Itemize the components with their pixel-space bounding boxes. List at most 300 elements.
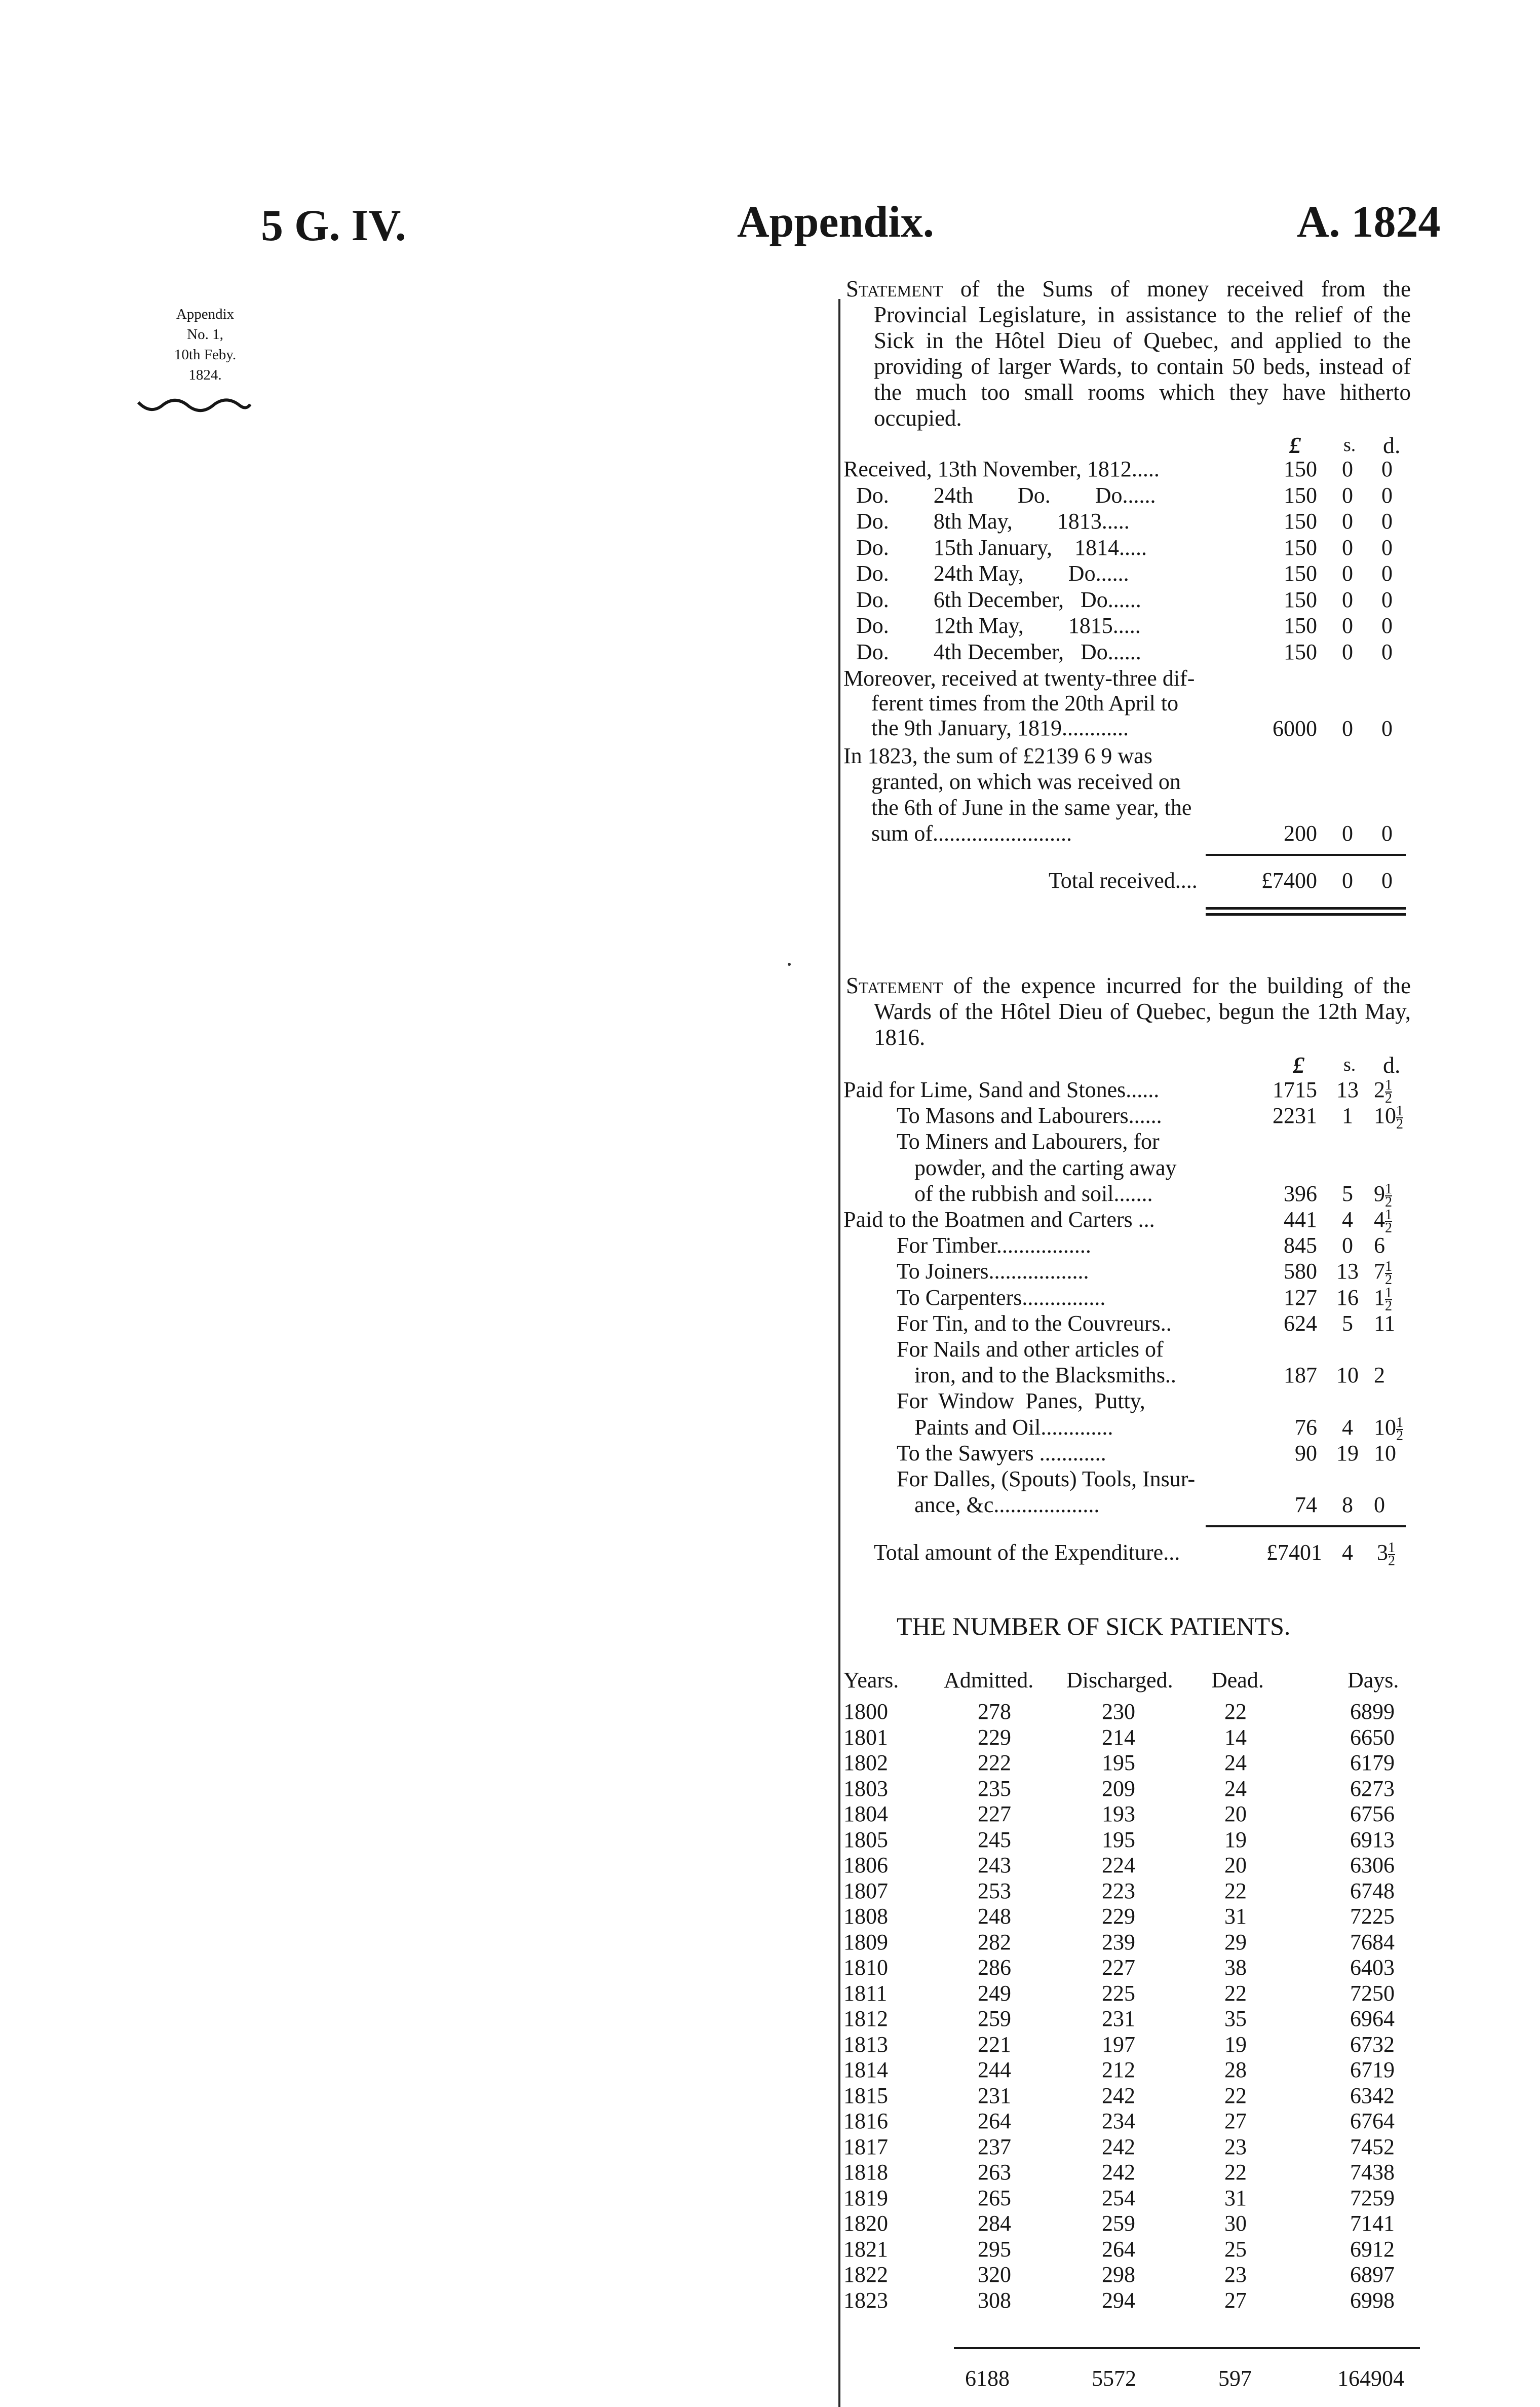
total-label: Total received....: [1049, 868, 1198, 893]
patients-row: [843, 2006, 1416, 2031]
amount-shillings: 13: [1336, 1259, 1359, 1284]
patients-row: [843, 2134, 1416, 2159]
fraction-numerator: 1: [1385, 1181, 1392, 1197]
dead-cell: 24: [1224, 1750, 1247, 1775]
days-cell: 6273: [1350, 1776, 1395, 1801]
amount-shillings: 0: [1342, 457, 1353, 481]
amount-pounds: 1715: [1273, 1077, 1317, 1102]
expense-label: iron, and to the Blacksmiths..: [914, 1363, 1176, 1388]
pence-value: 10: [1374, 1103, 1396, 1129]
dead-cell: 23: [1224, 2134, 1247, 2159]
receipt-label: Do. 4th December, Do......: [856, 639, 1141, 664]
header-right: A. 1824: [1297, 198, 1441, 247]
year-cell: 1808: [843, 1904, 888, 1929]
amount-pence: 0: [1381, 587, 1393, 612]
days-cell: 7259: [1350, 2185, 1395, 2210]
amount-shillings: 0: [1342, 639, 1353, 664]
col-header-dead: Dead.: [1211, 1668, 1264, 1693]
margin-note: [137, 304, 274, 385]
amount-pounds: 845: [1284, 1233, 1317, 1258]
expenses-sum-rule: [1206, 1525, 1406, 1527]
admitted-cell: 244: [978, 2057, 1011, 2082]
patients-row: [843, 2210, 1416, 2236]
dead-cell: 28: [1224, 2057, 1247, 2082]
amount-pence: [1374, 1285, 1424, 1312]
year-cell: 1816: [843, 2109, 888, 2133]
days-cell: 7250: [1350, 1980, 1395, 2006]
patients-row: [843, 2083, 1416, 2108]
in1823-line: In 1823, the sum of £2139 6 9 was: [843, 743, 1152, 768]
shillings-col-header: s.: [1343, 1054, 1356, 1075]
dead-cell: 29: [1224, 1929, 1247, 1954]
dead-cell: 31: [1224, 1904, 1247, 1929]
expense-label: Paid for Lime, Sand and Stones......: [843, 1077, 1160, 1102]
dead-cell: 27: [1224, 2287, 1247, 2313]
amount-pounds: 150: [1284, 561, 1317, 586]
page-speck: [788, 963, 791, 966]
patients-row: [843, 1827, 1416, 1852]
discharged-cell: 298: [1102, 2262, 1135, 2287]
fraction-denominator: 2: [1385, 1272, 1392, 1288]
fraction-denominator: 2: [1385, 1194, 1392, 1210]
discharged-cell: 294: [1102, 2287, 1135, 2313]
expense-label: To Carpenters...............: [897, 1285, 1106, 1310]
year-cell: 1809: [843, 1929, 888, 1954]
dead-cell: 22: [1224, 1699, 1247, 1724]
fraction-denominator: 2: [1396, 1116, 1403, 1133]
days-cell: 6650: [1350, 1724, 1395, 1750]
receipt-label: Do. 8th May, 1813.....: [856, 509, 1130, 534]
days-cell: 7225: [1350, 1904, 1395, 1929]
admitted-cell: 278: [978, 1699, 1011, 1724]
admitted-cell: 308: [978, 2287, 1011, 2313]
admitted-cell: 237: [978, 2134, 1011, 2159]
amount-pence: [1374, 1440, 1424, 1466]
header-center: Appendix.: [737, 198, 934, 247]
pence-col-header: d.: [1383, 432, 1401, 458]
receipts-heading-text: of the Sums of money received from the Provincial Legislature, in assistance to the relief of the Sick in the Hôtel Dieu of Quebec, and applied to the providing of larger Wards, to contain 50 beds, instead of the much too small rooms which they have hitherto occupied.: [874, 276, 1411, 431]
days-cell: 6764: [1350, 2109, 1395, 2133]
col-header-years: Years.: [843, 1668, 899, 1693]
discharged-cell: 193: [1102, 1801, 1135, 1826]
margin-note-line: No. 1,: [187, 326, 223, 343]
receipts-in1823: [843, 743, 1191, 846]
receipts-double-rule: [1206, 907, 1406, 910]
days-cell: 7452: [1350, 2134, 1395, 2159]
pounds-col-header: £: [1293, 1052, 1304, 1078]
amount-shillings: 0: [1342, 509, 1353, 534]
expense-label: Paid to the Boatmen and Carters ...: [843, 1207, 1155, 1232]
expense-label: To Masons and Labourers......: [897, 1103, 1162, 1129]
fraction-denominator: 2: [1385, 1090, 1392, 1106]
amount-shillings: 4: [1342, 1414, 1353, 1440]
expense-label: To the Sawyers ............: [897, 1440, 1106, 1465]
total-pounds: £7400: [1261, 868, 1317, 893]
year-cell: 1823: [843, 2287, 888, 2313]
receipts-double-rule: [1206, 913, 1406, 916]
pence-fraction: [1385, 1287, 1392, 1312]
dead-cell: 30: [1224, 2211, 1247, 2236]
amount-pounds: 187: [1284, 1363, 1317, 1388]
discharged-cell: 214: [1102, 1724, 1135, 1750]
receipt-label: Received, 13th November, 1812.....: [843, 457, 1160, 481]
dead-cell: 27: [1224, 2109, 1247, 2133]
pence-value: 7: [1374, 1259, 1385, 1284]
amount-shillings: 13: [1336, 1077, 1359, 1102]
total-pounds: £7401: [1266, 1540, 1322, 1565]
receipts-moreover: [843, 666, 1195, 740]
dead-cell: 14: [1224, 1724, 1247, 1750]
fraction-numerator: 1: [1385, 1207, 1392, 1223]
margin-note-line: 1824.: [188, 367, 222, 383]
header-left: 5 G. IV.: [261, 201, 406, 250]
amount-shillings: 0: [1342, 482, 1353, 508]
discharged-cell: 229: [1102, 1904, 1135, 1929]
column-rule: [838, 299, 840, 2407]
moreover-line: ferent times from the 20th April to: [871, 691, 1179, 716]
pence-value: 0: [1374, 1492, 1385, 1518]
amount-shillings: 0: [1342, 1233, 1353, 1258]
total-label: Total amount of the Expenditure...: [874, 1540, 1180, 1565]
discharged-cell: 259: [1102, 2211, 1135, 2236]
pence-value: 10: [1374, 1440, 1396, 1465]
year-cell: 1803: [843, 1776, 888, 1801]
pence-value: 11: [1374, 1310, 1396, 1336]
shillings-col-header: s.: [1343, 434, 1356, 456]
amount-pence: 0: [1381, 535, 1393, 560]
expense-label: Paints and Oil.............: [914, 1414, 1113, 1440]
discharged-cell: 212: [1102, 2057, 1135, 2082]
in1823-line: sum of.........................: [871, 821, 1072, 846]
amount-pounds: 624: [1284, 1310, 1317, 1336]
year-cell: 1802: [843, 1750, 888, 1775]
discharged-cell: 254: [1102, 2185, 1135, 2210]
amount-shillings: 5: [1342, 1310, 1353, 1336]
patients-row: [843, 2287, 1416, 2313]
receipts-heading: [846, 276, 1411, 431]
receipt-label: Do. 24th Do. Do......: [856, 482, 1156, 508]
expense-label: For Window Panes, Putty,: [897, 1388, 1145, 1414]
admitted-cell: 229: [978, 1724, 1011, 1750]
year-cell: 1800: [843, 1699, 888, 1724]
amount-pounds: 150: [1284, 613, 1317, 638]
pence-fraction: [1385, 1209, 1392, 1234]
amount-pence: [1374, 1258, 1424, 1286]
dead-cell: 20: [1224, 1853, 1247, 1877]
patients-row: [843, 1776, 1416, 1801]
amount-shillings: 19: [1336, 1440, 1359, 1465]
fraction-numerator: 1: [1396, 1414, 1403, 1431]
dead-cell: 22: [1224, 1878, 1247, 1903]
receipts-col-headers: [0, 432, 1540, 457]
year-cell: 1821: [843, 2236, 888, 2262]
discharged-cell: 227: [1102, 1955, 1135, 1980]
days-cell: 7684: [1350, 1929, 1395, 1954]
year-cell: 1815: [843, 2083, 888, 2108]
discharged-cell: 224: [1102, 1853, 1135, 1877]
pence-value: 1: [1374, 1285, 1385, 1310]
days-cell: 6403: [1350, 1955, 1395, 1980]
patients-title: THE NUMBER OF SICK PATIENTS.: [897, 1612, 1291, 1640]
patients-row: [843, 2108, 1416, 2133]
year-cell: 1813: [843, 2032, 888, 2057]
pence-fraction: [1385, 1183, 1392, 1209]
moreover-line: the 9th January, 1819............: [871, 716, 1129, 740]
admitted-cell: 227: [978, 1801, 1011, 1826]
dead-cell: 22: [1224, 1980, 1247, 2006]
pence-value: 3: [1377, 1540, 1388, 1565]
dead-cell: 19: [1224, 2032, 1247, 2057]
dead-cell: 20: [1224, 1801, 1247, 1826]
amount-pence: [1374, 1207, 1424, 1234]
dead-cell: 23: [1224, 2262, 1247, 2287]
col-header-discharged: Discharged.: [1066, 1668, 1173, 1693]
amount-pounds: 150: [1284, 639, 1317, 664]
patients-row: [843, 1878, 1416, 1903]
patients-row: [843, 2262, 1416, 2287]
expense-label: powder, and the carting away: [914, 1155, 1177, 1180]
year-cell: 1820: [843, 2211, 888, 2236]
amount-pence: 0: [1381, 457, 1393, 481]
patients-row: [843, 2032, 1416, 2057]
amount-shillings: 4: [1342, 1207, 1353, 1232]
discharged-cell: 242: [1102, 2083, 1135, 2108]
patients-row: [843, 1929, 1416, 1954]
amount-shillings: 0: [1342, 561, 1353, 586]
admitted-cell: 286: [978, 1955, 1011, 1980]
amount-pounds: 580: [1284, 1259, 1317, 1284]
year-cell: 1819: [843, 2185, 888, 2210]
amount-shillings: 5: [1342, 1181, 1353, 1206]
admitted-cell: 320: [978, 2262, 1011, 2287]
discharged-cell: 242: [1102, 2160, 1135, 2185]
in1823-line: granted, on which was received on: [871, 769, 1181, 794]
fraction-numerator: 1: [1396, 1103, 1403, 1119]
amount-pence: [1374, 1492, 1424, 1518]
days-cell: 6719: [1350, 2057, 1395, 2082]
patients-totals-row: [843, 2365, 1416, 2393]
pence-fraction: [1385, 1261, 1392, 1286]
year-cell: 1810: [843, 1955, 888, 1980]
amount-pounds: 150: [1284, 482, 1317, 508]
admitted-cell: 245: [978, 1827, 1011, 1852]
total-shillings: 4: [1342, 1540, 1353, 1565]
amount-pence: 0: [1381, 613, 1393, 638]
patients-row: [843, 1954, 1416, 1980]
pence-fraction: [1396, 1105, 1403, 1131]
year-cell: 1814: [843, 2057, 888, 2082]
patients-row: [843, 1724, 1416, 1750]
amount-pence: [1374, 1077, 1424, 1105]
total-shillings: 0: [1342, 868, 1353, 893]
admitted-cell: 253: [978, 1878, 1011, 1903]
dead-cell: 19: [1224, 1827, 1247, 1852]
amount-pounds: 150: [1284, 587, 1317, 612]
days-cell: 6998: [1350, 2287, 1395, 2313]
expense-label: For Dalles, (Spouts) Tools, Insur-: [897, 1466, 1196, 1491]
discharged-cell: 197: [1102, 2032, 1135, 2057]
dead-cell: 24: [1224, 1776, 1247, 1801]
amount-pounds: 150: [1284, 535, 1317, 560]
amount-pounds: 150: [1284, 457, 1317, 481]
flourish-ornament: [136, 395, 252, 416]
days-cell: 6912: [1350, 2236, 1395, 2262]
year-cell: 1822: [843, 2262, 888, 2287]
admitted-cell: 231: [978, 2083, 1011, 2108]
expense-label: To Miners and Labourers, for: [897, 1129, 1160, 1154]
admitted-cell: 295: [978, 2236, 1011, 2262]
admitted-cell: 284: [978, 2211, 1011, 2236]
amount-pounds: 396: [1284, 1181, 1317, 1206]
admitted-cell: 222: [978, 1750, 1011, 1775]
patients-row: [843, 1750, 1416, 1775]
fraction-numerator: 1: [1385, 1285, 1392, 1301]
fraction-numerator: 1: [1385, 1259, 1392, 1275]
dead-cell: 31: [1224, 2185, 1247, 2210]
amount-pounds: 127: [1284, 1285, 1317, 1310]
discharged-cell: 230: [1102, 1699, 1135, 1724]
receipts-sum-rule: [1206, 854, 1406, 856]
year-cell: 1818: [843, 2160, 888, 2185]
receipt-label: Do. 6th December, Do......: [856, 587, 1141, 612]
amount-shillings: 16: [1336, 1285, 1359, 1310]
days-cell: 6732: [1350, 2032, 1395, 2057]
amount-pounds: 6000: [1273, 716, 1317, 741]
year-cell: 1807: [843, 1878, 888, 1903]
fraction-denominator: 2: [1385, 1220, 1392, 1236]
amount-shillings: 0: [1342, 716, 1353, 741]
patients-row: [843, 2236, 1416, 2262]
admitted-cell: 235: [978, 1776, 1011, 1801]
pence-fraction: [1385, 1079, 1392, 1105]
days-cell: 6179: [1350, 1750, 1395, 1775]
year-cell: 1806: [843, 1853, 888, 1877]
amount-shillings: 0: [1342, 821, 1353, 846]
pence-value: 9: [1374, 1181, 1385, 1206]
expenses-col-headers: [0, 1051, 1540, 1077]
dead-cell: 22: [1224, 2160, 1247, 2185]
admitted-cell: 248: [978, 1904, 1011, 1929]
pence-fraction: [1396, 1414, 1403, 1444]
total-admitted: 6188: [965, 2366, 1010, 2391]
amount-shillings: 1: [1342, 1103, 1353, 1129]
amount-shillings: 10: [1336, 1363, 1359, 1388]
pence-fraction: [1388, 1539, 1395, 1569]
amount-shillings: 0: [1342, 613, 1353, 638]
patients-row: [843, 2057, 1416, 2082]
days-cell: 7438: [1350, 2160, 1395, 2185]
fraction-denominator: 2: [1396, 1427, 1403, 1444]
fraction-denominator: 2: [1388, 1553, 1395, 1569]
days-cell: 6897: [1350, 2262, 1395, 2287]
fraction-denominator: 2: [1385, 1298, 1392, 1314]
total-discharged: 5572: [1092, 2366, 1136, 2391]
col-header-admitted: Admitted.: [944, 1668, 1034, 1693]
dead-cell: 35: [1224, 2006, 1247, 2031]
discharged-cell: 195: [1102, 1750, 1135, 1775]
moreover-line: Moreover, received at twenty-three dif-: [843, 666, 1195, 691]
year-cell: 1811: [843, 1980, 888, 2006]
discharged-cell: 234: [1102, 2109, 1135, 2133]
discharged-cell: 231: [1102, 2006, 1135, 2031]
amount-pounds: 2231: [1273, 1103, 1317, 1129]
pence-col-header: d.: [1383, 1052, 1401, 1078]
dead-cell: 22: [1224, 2083, 1247, 2108]
dead-cell: 25: [1224, 2236, 1247, 2262]
admitted-cell: 282: [978, 1929, 1011, 1954]
days-cell: 6342: [1350, 2083, 1395, 2108]
patients-row: [843, 1699, 1416, 1724]
patients-sum-rule: [954, 2347, 1420, 2349]
expense-label: For Tin, and to the Couvreurs..: [897, 1310, 1172, 1336]
amount-pence: 0: [1381, 482, 1393, 508]
patients-row: [843, 1801, 1416, 1826]
amount-shillings: 8: [1342, 1492, 1353, 1518]
amount-pence: 0: [1381, 716, 1393, 741]
amount-pence: [1374, 1181, 1424, 1209]
receipt-label: Do. 12th May, 1815.....: [856, 613, 1141, 638]
margin-note-line: 10th Feby.: [174, 347, 237, 363]
pence-value: 2: [1374, 1363, 1385, 1388]
days-cell: 6899: [1350, 1699, 1395, 1724]
amount-pounds: 200: [1284, 821, 1317, 846]
expenses-heading-lead: Statement: [846, 973, 943, 998]
receipt-label: Do. 24th May, Do......: [856, 561, 1129, 586]
amount-pence: 0: [1381, 821, 1393, 846]
admitted-cell: 263: [978, 2160, 1011, 2185]
days-cell: 7141: [1350, 2211, 1395, 2236]
amount-pence: [1374, 1103, 1424, 1131]
amount-pounds: 150: [1284, 509, 1317, 534]
patients-row: [843, 1852, 1416, 1877]
pounds-col-header: £: [1289, 432, 1301, 458]
amount-pence: [1374, 1232, 1424, 1258]
total-pence: [1377, 1539, 1417, 1567]
amount-pounds: 90: [1295, 1440, 1317, 1465]
receipts-heading-lead: Statement: [846, 276, 943, 302]
amount-shillings: 0: [1342, 587, 1353, 612]
expense-label: For Nails and other articles of: [897, 1337, 1164, 1362]
amount-shillings: 0: [1342, 535, 1353, 560]
admitted-cell: 259: [978, 2006, 1011, 2031]
pence-value: 10: [1374, 1414, 1396, 1440]
admitted-cell: 249: [978, 1980, 1011, 2006]
receipt-label: Do. 15th January, 1814.....: [856, 535, 1147, 560]
admitted-cell: 264: [978, 2109, 1011, 2133]
amount-pounds: 76: [1295, 1414, 1317, 1440]
days-cell: 6306: [1350, 1853, 1395, 1877]
patients-row: [843, 2185, 1416, 2210]
discharged-cell: 195: [1102, 1827, 1135, 1852]
discharged-cell: 242: [1102, 2134, 1135, 2159]
amount-pence: 0: [1381, 509, 1393, 534]
col-header-days: Days.: [1348, 1668, 1399, 1693]
amount-pence: [1374, 1310, 1424, 1336]
fraction-numerator: 1: [1388, 1539, 1395, 1556]
days-cell: 6964: [1350, 2006, 1395, 2031]
amount-pence: [1374, 1414, 1424, 1442]
year-cell: 1812: [843, 2006, 888, 2031]
amount-pounds: 441: [1284, 1207, 1317, 1232]
patients-row: [843, 1903, 1416, 1929]
amount-pence: [1374, 1362, 1424, 1388]
expenses-heading-text: of the expence incurred for the building of the Wards of the Hôtel Dieu of Quebec, begun the 12th May, 1816.: [874, 973, 1411, 1050]
total-pence: 0: [1381, 868, 1393, 893]
expense-label: of the rubbish and soil.......: [914, 1181, 1153, 1206]
admitted-cell: 221: [978, 2032, 1011, 2057]
days-cell: 6913: [1350, 1827, 1395, 1852]
patients-row: [843, 1980, 1416, 2006]
